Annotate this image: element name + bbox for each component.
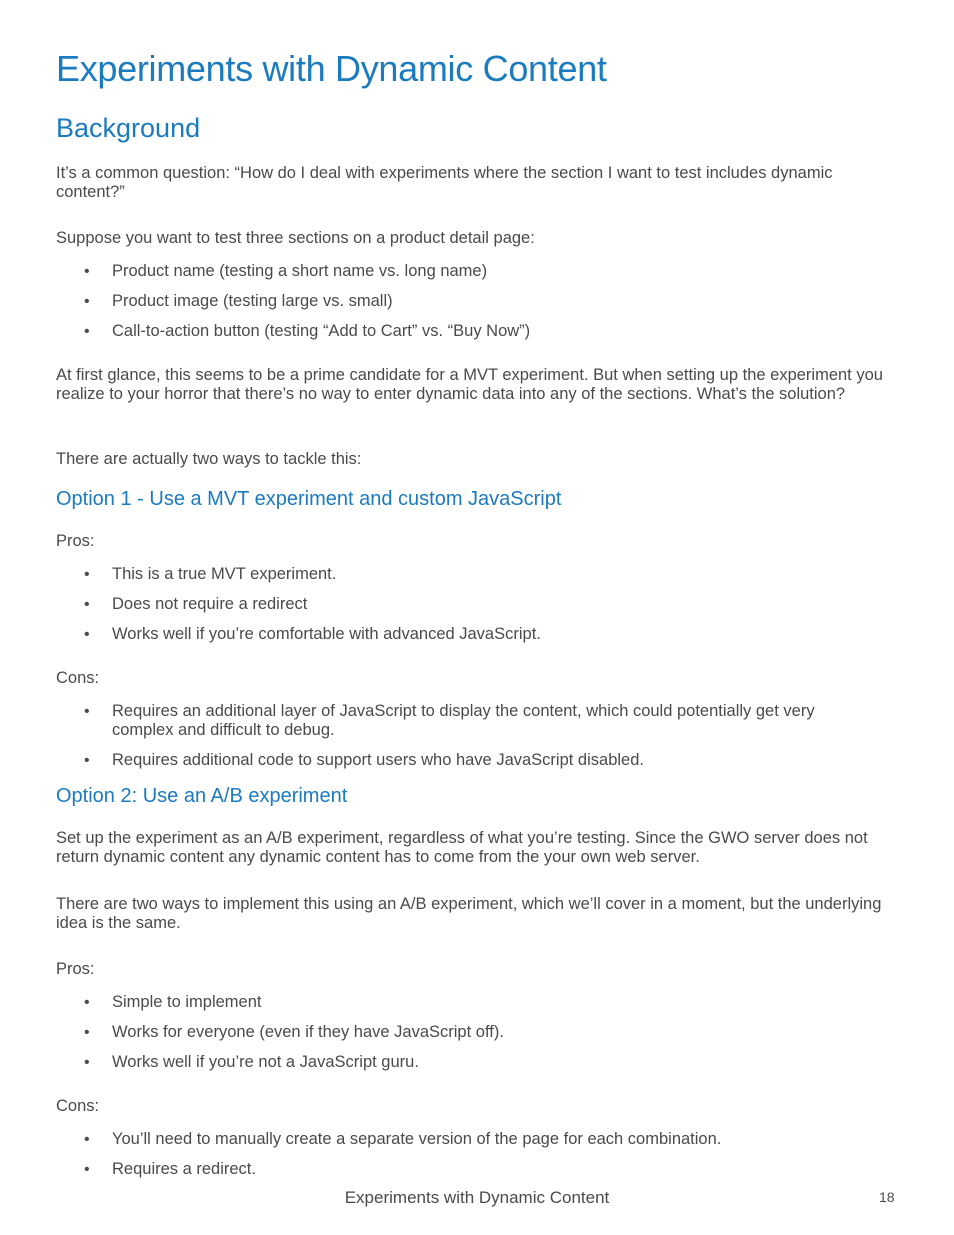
page-number: 18	[879, 1189, 895, 1205]
list-item: • Works for everyone (even if they have JavaScript off).	[84, 1023, 504, 1041]
background-paragraph-4: There are actually two ways to tackle this:	[56, 450, 362, 468]
list-item: • Requires additional code to support users who have JavaScript disabled.	[84, 751, 644, 769]
list-item: • Does not require a redirect	[84, 595, 308, 613]
list-item: • Works well if you’re comfortable with advanced JavaScript.	[84, 625, 541, 643]
list-item: • Requires an additional layer of JavaScript to display the content, which could potentially get very complex and difficult to debug.	[84, 702, 815, 739]
option-1-pros-list	[56, 565, 896, 655]
option-2-pros-list	[56, 993, 896, 1083]
background-bullet-list	[56, 262, 896, 352]
list-item: • Product name (testing a short name vs. long name)	[84, 262, 488, 280]
list-item: • Call-to-action button (testing “Add to Cart” vs. “Buy Now”)	[84, 322, 531, 340]
section-heading-background: Background	[56, 113, 201, 143]
background-paragraph-1: It’s a common question: “How do I deal with experiments where the section I want to test includes dynamic content?”	[56, 164, 833, 201]
option-1-pros-label: Pros:	[56, 532, 95, 550]
list-item: • Product image (testing large vs. small)	[84, 292, 393, 310]
option-2-paragraph-1: Set up the experiment as an A/B experiment, regardless of what you’re testing. Since the GWO server does not return dynamic content any dynamic content has to come from the your own web server.	[56, 829, 868, 866]
option-2-heading: Option 2: Use an A/B experiment	[56, 785, 348, 807]
page-footer: Experiments with Dynamic Content	[344, 1188, 610, 1207]
background-paragraph-3: At first glance, this seems to be a prime candidate for a MVT experiment. But when setting up the experiment you realize to your horror that there’s no way to enter dynamic data into any of the sections. What’s the solution?	[56, 366, 883, 403]
option-2-cons-list	[56, 1130, 896, 1190]
option-1-cons-list	[56, 702, 896, 781]
list-item: • You’ll need to manually create a separate version of the page for each combination.	[84, 1130, 722, 1148]
list-item: • Simple to implement	[84, 993, 262, 1011]
page-title: Experiments with Dynamic Content	[56, 48, 607, 89]
option-2-cons-label: Cons:	[56, 1097, 100, 1115]
background-paragraph-2: Suppose you want to test three sections on a product detail page:	[56, 229, 535, 247]
option-2-pros-label: Pros:	[56, 960, 95, 978]
list-item: • Requires a redirect.	[84, 1160, 256, 1178]
option-1-cons-label: Cons:	[56, 669, 100, 687]
list-item: • Works well if you’re not a JavaScript guru.	[84, 1053, 419, 1071]
list-item: • This is a true MVT experiment.	[84, 565, 337, 583]
option-1-heading: Option 1 - Use a MVT experiment and custom JavaScript	[56, 488, 562, 510]
option-2-paragraph-2: There are two ways to implement this using an A/B experiment, which we’ll cover in a moment, but the underlying idea is the same.	[56, 895, 882, 932]
